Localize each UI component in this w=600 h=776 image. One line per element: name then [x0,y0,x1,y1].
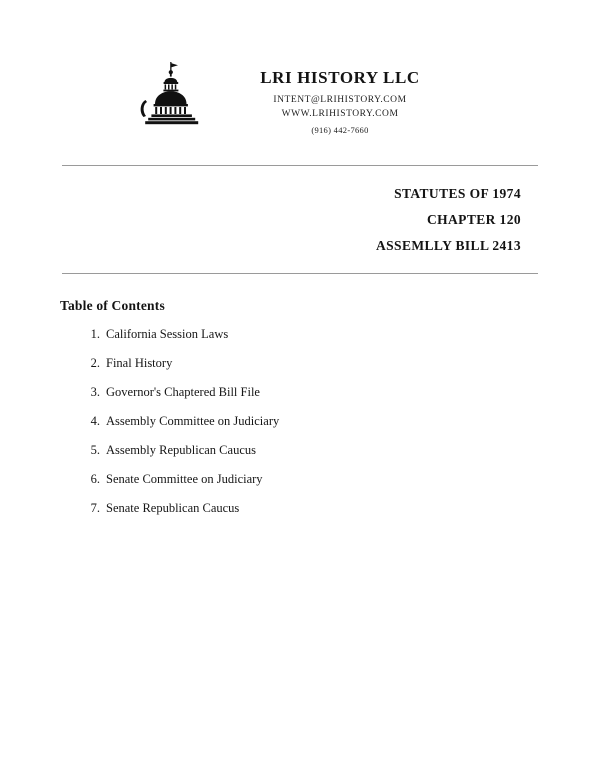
table-of-contents [0,274,600,515]
title-statutes-year: STATUTES OF 1974 [394,186,521,201]
toc-item-label: Final History [106,356,173,370]
list-item[interactable] [82,328,600,341]
list-item[interactable] [82,357,600,370]
company-email[interactable]: INTENT@LRIHISTORY.COM [273,95,407,105]
list-item[interactable] [82,386,600,399]
document-title-block [0,166,600,254]
toc-item-label: Assembly Committee on Judiciary [106,414,280,428]
toc-heading: Table of Contents [60,298,165,313]
company-website[interactable]: WWW.LRIHISTORY.COM [281,109,399,119]
letterhead [0,0,600,135]
company-name: LRI HISTORY LLC [260,68,420,87]
list-item[interactable] [82,444,600,457]
toc-item-label: Assembly Republican Caucus [106,443,256,457]
toc-item-label: Senate Committee on Judiciary [106,472,263,486]
title-chapter: CHAPTER 120 [426,212,521,227]
title-bill: ASSEMLLY BILL 2413 [375,238,521,253]
list-item[interactable] [82,502,600,515]
capitol-dome-icon [135,60,209,130]
toc-item-label: California Session Laws [106,327,229,341]
brand-block [215,58,465,135]
company-phone: (916) 442-7660 [311,125,369,135]
list-item[interactable] [82,473,600,486]
toc-list [60,328,600,515]
toc-item-label: Governor's Chaptered Bill File [106,385,260,399]
list-item[interactable] [82,415,600,428]
toc-item-label: Senate Republican Caucus [106,501,240,515]
